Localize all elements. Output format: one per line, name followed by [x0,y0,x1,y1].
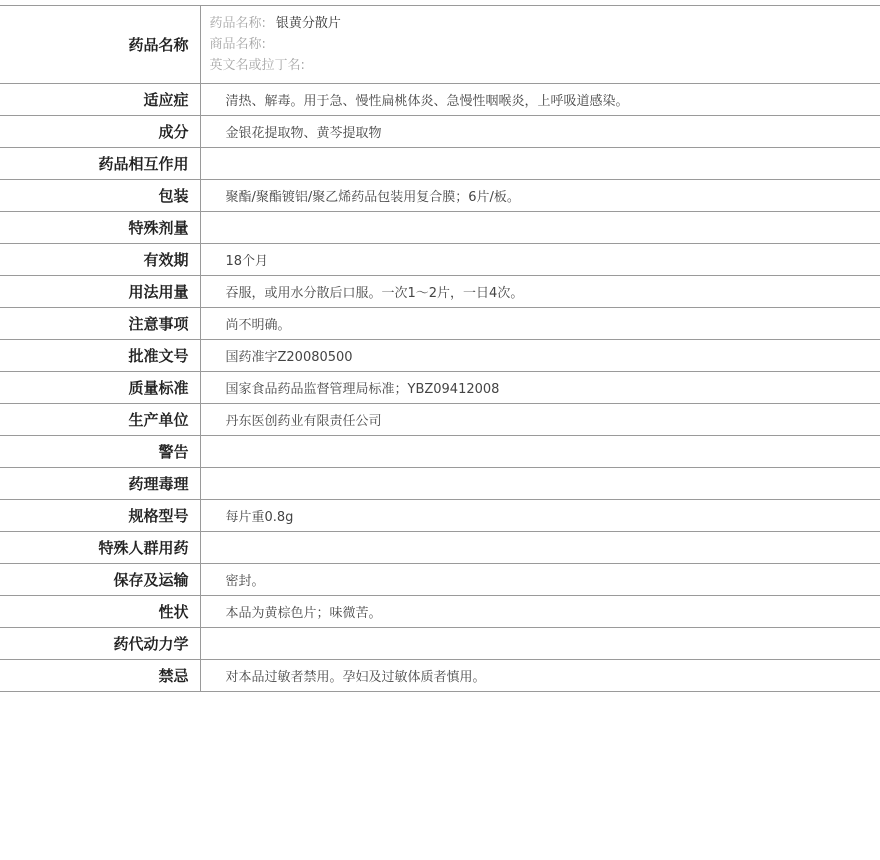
row-pharmacology-toxicology [0,468,880,500]
row-precautions [0,308,880,340]
label-pharmacology-toxicology: 药理毒理 [0,468,200,500]
label-ingredients: 成分 [0,116,200,148]
row-quality-standard [0,372,880,404]
row-storage-transport [0,564,880,596]
row-indications [0,84,880,116]
label-precautions: 注意事项 [0,308,200,340]
label-drug-name: 药品名称 [0,6,200,84]
value-quality-standard: 国家食品药品监督管理局标准；YBZ09412008 [200,372,880,404]
label-storage-transport: 保存及运输 [0,564,200,596]
value-indications: 清热、解毒。用于急、慢性扁桃体炎、急慢性咽喉炎，上呼吸道感染。 [200,84,880,116]
value-manufacturer: 丹东医创药业有限责任公司 [200,404,880,436]
label-contraindications: 禁忌 [0,660,200,692]
trade-name-line [210,34,880,55]
row-pharmacokinetics [0,628,880,660]
row-special-populations [0,532,880,564]
label-packaging: 包装 [0,180,200,212]
value-pharmacology-toxicology [200,468,880,500]
row-packaging [0,180,880,212]
label-approval-number: 批准文号 [0,340,200,372]
label-warning: 警告 [0,436,200,468]
english-name-key: 英文名或拉丁名: [209,58,305,73]
row-contraindications [0,660,880,692]
value-ingredients: 金银花提取物、黄芩提取物 [200,116,880,148]
generic-name-line [210,13,880,34]
row-manufacturer [0,404,880,436]
row-shelf-life [0,244,880,276]
row-ingredients [0,116,880,148]
label-manufacturer: 生产单位 [0,404,200,436]
value-storage-transport: 密封。 [200,564,880,596]
label-indications: 适应症 [0,84,200,116]
value-special-dosage [200,212,880,244]
value-drug-name [200,6,880,84]
value-contraindications: 对本品过敏者禁用。孕妇及过敏体质者慎用。 [200,660,880,692]
label-special-populations: 特殊人群用药 [0,532,200,564]
row-drug-interactions [0,148,880,180]
value-packaging: 聚酯/聚酯镀铝/聚乙烯药品包装用复合膜；6片/板。 [200,180,880,212]
generic-name-key: 药品名称: [209,16,266,31]
row-specification [0,500,880,532]
value-approval-number: 国药准字Z20080500 [200,340,880,372]
row-appearance [0,596,880,628]
row-special-dosage [0,212,880,244]
value-shelf-life: 18个月 [200,244,880,276]
label-appearance: 性状 [0,596,200,628]
row-drug-name [0,6,880,84]
value-precautions: 尚不明确。 [200,308,880,340]
label-pharmacokinetics: 药代动力学 [0,628,200,660]
value-usage-dosage: 吞服，或用水分散后口服。一次1～2片，一日4次。 [200,276,880,308]
label-specification: 规格型号 [0,500,200,532]
row-approval-number [0,340,880,372]
value-pharmacokinetics [200,628,880,660]
value-warning [200,436,880,468]
trade-name-key: 商品名称: [209,37,266,52]
drug-spec-table [0,5,880,692]
row-usage-dosage [0,276,880,308]
label-usage-dosage: 用法用量 [0,276,200,308]
value-appearance: 本品为黄棕色片；味微苦。 [200,596,880,628]
value-specification: 每片重0.8g [200,500,880,532]
value-special-populations [200,532,880,564]
row-warning [0,436,880,468]
value-drug-interactions [200,148,880,180]
label-special-dosage: 特殊剂量 [0,212,200,244]
english-name-line [210,55,880,76]
generic-name-value: 银黄分散片 [275,16,341,31]
label-shelf-life: 有效期 [0,244,200,276]
label-drug-interactions: 药品相互作用 [0,148,200,180]
label-quality-standard: 质量标准 [0,372,200,404]
